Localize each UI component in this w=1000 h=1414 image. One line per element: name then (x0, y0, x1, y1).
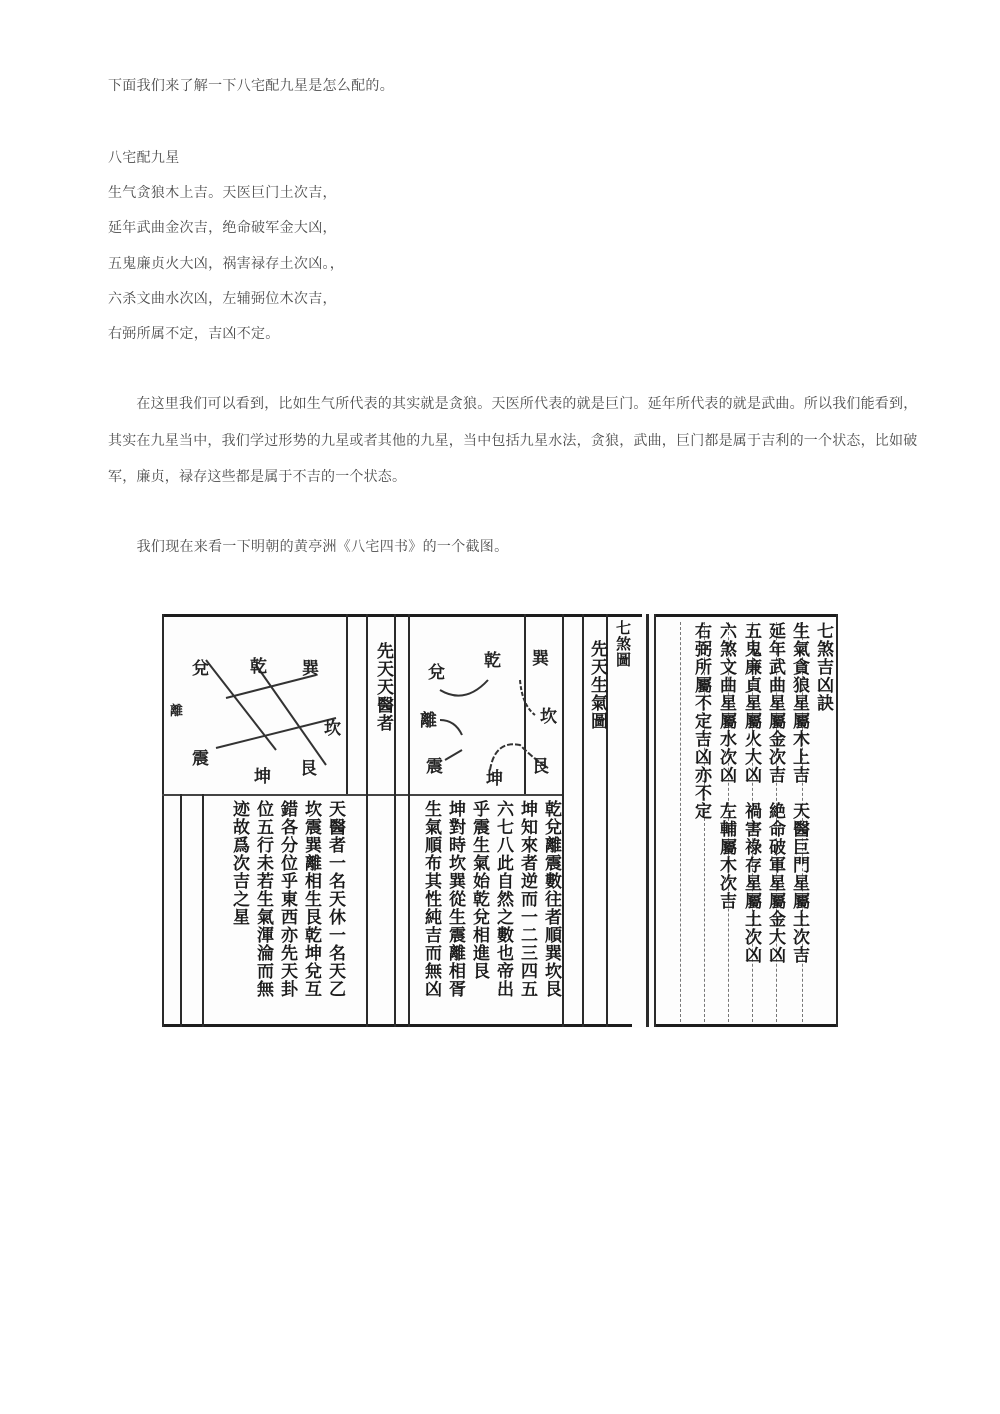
trigram-bottom: 坤 (486, 769, 503, 789)
trigram-right: 坎 (324, 719, 341, 739)
scan-chart-header: 七煞圖 (614, 620, 632, 668)
poem-line: 五鬼廉贞火大凶，祸害禄存土次凶。， (108, 256, 345, 272)
explanation-paragraph (108, 386, 934, 496)
trigram-top: 乾 (250, 657, 267, 677)
poem-title: 八宅配九星 (108, 150, 180, 166)
scan-left-column: 坎震巽離相生艮乾坤兌互 (301, 800, 321, 998)
scan-right-title: 七煞吉凶訣 (813, 622, 833, 712)
poem-line: 生气贪狼木上吉。天医巨门土次吉， (108, 185, 337, 201)
scan-middle-column: 乎震生氣始乾兌相進艮 (469, 800, 489, 980)
page-fold-divider (646, 614, 649, 1027)
figure-intro-text: 我们现在来看一下明朝的黄亭洲《八宅四书》的一个截图。 (108, 539, 509, 555)
scan-right-column: 生氣貪狼星屬木上吉 天醫巨門星屬土次吉 (789, 622, 809, 964)
paragraph-line: 军，廉贞，禄存这些都是属于不吉的一个状态。 (108, 469, 407, 485)
column-rule (562, 614, 564, 1027)
scan-right-column: 五鬼廉貞星屬火大凶 禍害祿存星屬土次凶 (741, 622, 761, 964)
trigram-top-right: 巽 (302, 659, 319, 679)
scan-middle-column: 生氣順布其性純吉而無凶 (421, 800, 441, 998)
trigram-right: 坎 (540, 707, 557, 727)
frame-left (162, 614, 164, 1027)
column-rule (582, 614, 584, 1027)
trigram-bottom-right: 艮 (532, 757, 549, 777)
scan-left-column: 迹故爲次吉之星 (229, 800, 249, 926)
scan-left-column: 天醫者一名天休一名天乙 (325, 800, 345, 998)
scan-middle-column: 六七八此自然之數也帝出 (493, 800, 513, 998)
intro-text: 下面我们来了解一下八宅配九星是怎么配的。 (108, 78, 394, 94)
trigram-top-left: 兌 (428, 663, 445, 683)
trigram-left: 離 (170, 704, 184, 719)
frame-right (836, 614, 838, 1027)
frame-top-left (162, 614, 642, 617)
column-rule (180, 794, 182, 1027)
scan-right-column: 延年武曲星屬金次吉 絶命破軍星屬金大凶 (765, 622, 785, 964)
scan-right-column: 六煞文曲星屬水次凶 左輔屬木次吉 (716, 622, 736, 910)
trigram-bottom-left: 震 (192, 749, 209, 769)
frame-bottom-right (654, 1024, 838, 1027)
scan-left-title: 先天天醫者 (373, 642, 393, 732)
frame-top-right (654, 614, 838, 617)
scanned-book-image (162, 614, 838, 1028)
diagram-separator (162, 794, 562, 796)
dashed-rule (680, 622, 682, 1022)
trigram-top-right: 巽 (532, 649, 549, 669)
scan-left-column: 錯各分位乎東西亦先天卦 (277, 800, 297, 998)
poem-line: 六杀文曲水次凶，左辅弼位木次吉， (108, 291, 337, 307)
scan-middle-column: 乾兌離震數往者順巽坎艮 (541, 800, 561, 998)
column-rule (202, 794, 204, 1027)
column-rule (394, 614, 396, 1027)
paragraph-line: 在这里我们可以看到，比如生气所代表的其实就是贪狼。天医所代表的就是巨门。延年所代表的就是武曲。所以我们能看到， (108, 396, 918, 412)
trigram-top: 乾 (484, 651, 501, 671)
scan-middle-column: 坤對時坎巽從生震離相胥 (445, 800, 465, 998)
scan-left-column: 位五行未若生氣渾淪而無 (253, 800, 273, 998)
column-rule (366, 614, 368, 1027)
page-fold-divider-2 (654, 614, 656, 1027)
poem-line: 右弼所属不定，吉凶不定。 (108, 326, 280, 342)
trigram-bottom-left: 震 (426, 757, 443, 777)
trigram-bottom-right: 艮 (300, 759, 317, 779)
trigram-bottom: 坤 (254, 767, 271, 787)
scan-middle-column: 坤知來者逆而一二三四五 (517, 800, 537, 998)
trigram-left: 離 (420, 711, 437, 731)
left-diagram-border (346, 614, 348, 794)
poem-line: 延年武曲金次吉，绝命破军金大凶， (108, 220, 337, 236)
trigram-top-left: 兌 (192, 659, 209, 679)
scan-middle-title: 先天生氣圖 (587, 640, 607, 730)
paragraph-line: 其实在九星当中，我们学过形势的九星或者其他的九星，当中包括九星水法，贪狼，武曲，巨门都是属于吉利的一个状态，比如破 (108, 432, 918, 449)
scan-right-column: 右弼所屬不定吉凶亦不定 (691, 622, 711, 820)
